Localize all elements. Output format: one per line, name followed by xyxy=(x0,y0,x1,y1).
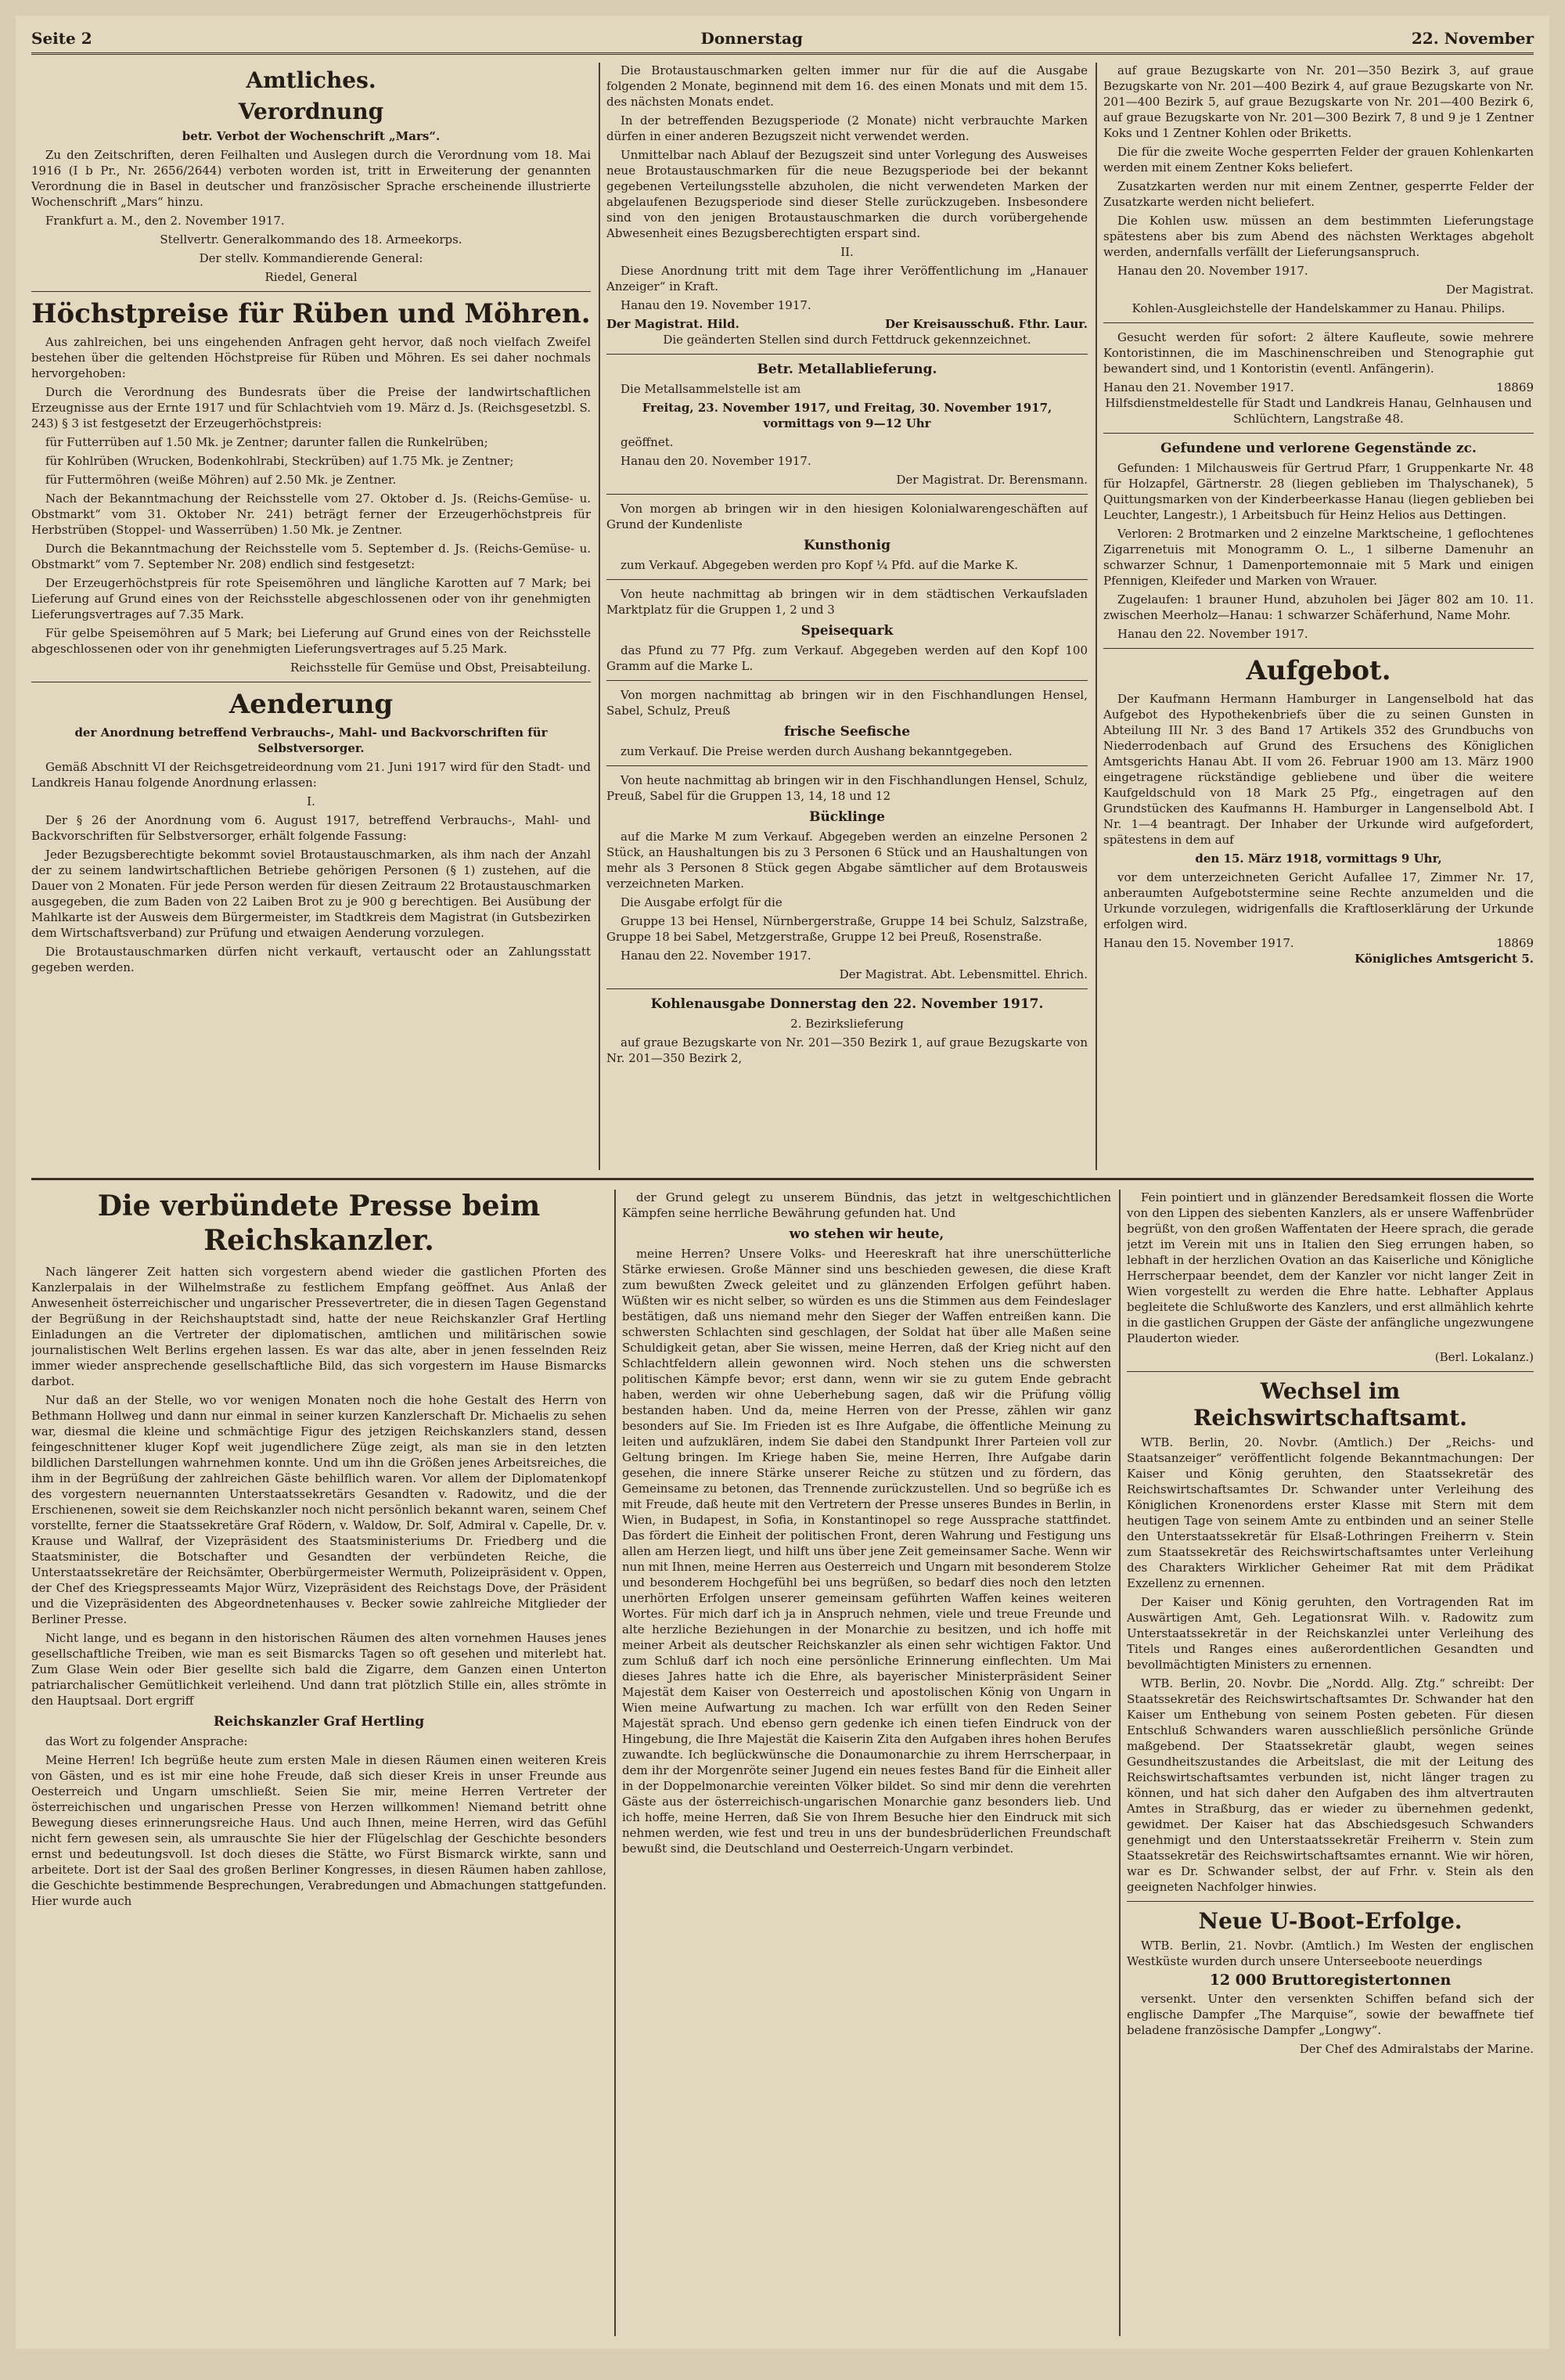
notice-text: zum Verkauf. Die Preise werden durch Aushang bekanntgegeben. xyxy=(621,744,1013,758)
speisequark-heading: Speisequark xyxy=(800,623,894,639)
notice-text: Die Ausgabe erfolgt für die xyxy=(621,895,782,909)
separator xyxy=(1103,648,1534,649)
metall-text: Die Metallsammelstelle ist am xyxy=(621,382,801,396)
upper-column-3 xyxy=(1103,63,1534,1166)
aenderung-text: Jeder Bezugsberechtigte bekommt soviel Brotaustauschmarken, als ihm nach der Anzahl der zu seinem landwirtschaftlichen Betriebe gehörigen Personen (§ 1) zustehen, auf die Dauer von 2 Monaten. Für jede Person werden für diesen Zeitraum 22 Brotaustauschmarken ausgegeben, die zum Baden von 22 Laiben Brot zu je 900 g berechtigen. Bei Ausübung der Mahlkarte ist der Ausweis dem Bürgermeister, im Stadtkreis dem Magistrat (in Gutsbezirken dem Wirtschaftsverband) zur Prüfung und etwaigen Aenderung vorzulegen. xyxy=(31,848,591,940)
separator xyxy=(606,680,1088,681)
buecklinge-heading: Bücklinge xyxy=(809,809,885,825)
signatures xyxy=(606,316,1088,332)
article-paragraph: Der Kaiser und König geruhten, den Vortragenden Rat im Auswärtigen Amt, Geh. Legationsrat Wilh. v. Radowitz zum Unterstaatssekretär in der Reichskanzlei unter Verleihung des Titels und Ranges eines außerordentlichen Gesandten und bevollmächtigten Ministers zu ernennen. xyxy=(1127,1595,1534,1672)
hoechstpreise-text: Nach der Bekanntmachung der Reichsstelle vom 27. Oktober d. Js. (Reichs-Gemüse- u. Obstmarkt“ vom 31. Oktober Nr. 241) beträgt ferner der Erzeugerhöchstpreis für Herbstrüben (Stoppel- und Wasserrüben) 1.50 Mk. je Zentner. xyxy=(31,491,591,537)
metall-date: Hanau den 20. November 1917. xyxy=(621,454,811,468)
lower-column-1 xyxy=(31,1186,606,2336)
kohlen-subtitle: 2. Bezirkslieferung xyxy=(790,1017,904,1031)
article-subheading: wo stehen wir heute, xyxy=(789,1226,944,1242)
uboot-title: Neue U-Boot-Erfolge. xyxy=(1198,1908,1462,1934)
lower-column-3 xyxy=(1127,1190,1534,2336)
separator xyxy=(606,765,1088,766)
separator xyxy=(606,988,1088,989)
aufgebot-title: Aufgebot. xyxy=(1246,655,1391,686)
lower-column-2 xyxy=(622,1190,1111,2336)
section-divider xyxy=(31,1178,1534,1180)
aufgebot-date: Hanau den 15. November 1917. xyxy=(1103,936,1294,950)
brotmarken-text: Diese Anordnung tritt mit dem Tage ihrer Veröffentlichung im „Hanauer Anzeiger“ in Kraft. xyxy=(606,264,1088,293)
notice-text: zum Verkauf. Abgegeben werden pro Kopf ¼ Pfd. auf die Marke K. xyxy=(621,558,1018,572)
kohlen-sign: Der Magistrat. xyxy=(1445,283,1534,297)
aenderung-text: Gemäß Abschnitt VI der Reichsgetreideordnung vom 21. Juni 1917 wird für den Stadt- und Landkreis Hanau folgende Anordnung erlassen: xyxy=(31,760,591,790)
verordnung-sign: Der stellv. Kommandierende General: xyxy=(199,251,423,265)
article-paragraph: meine Herren? Unsere Volks- und Heereskraft hat ihre unerschütterliche Stärke erwiesen. Große Männer sind uns beschieden gewesen, die diese Kraft zum bewußten Zweck geleitet und zu glänzenden Erfolgen geführt haben. Wüßten wir es nicht selber, so würden es uns die Stimmen aus dem Feindeslager bestätigen, daß uns niemand mehr den Sieger der Waffen entreißen kann. Die schwersten Schlachten sind geschlagen, der Soldat hat über alle Maßen seine Schuldigkeit getan, aber Sie wissen, meine Herren, daß der Krieg nicht auf den Schlachtfeldern allein gewonnen wird. Noch stehen uns die schwersten politischen Kämpfe bevor; erst dann, wenn wir sie zu gutem Ende gebracht haben, werden wir ohne Ueberhebung sagen, daß wir die Prüfung völlig bestanden haben. Und da, meine Herren von der Presse, zählen wir ganz besonders auf Sie. Im Frieden ist es Ihre Aufgabe, die öffentliche Meinung zu leiten und aufzuklären, indem Sie dabei den Standpunkt Ihrer Parteien voll zur Geltung bringen. Im Kriege haben Sie, meine Herren, Ihre Aufgabe darin gesehen, die innere Stärke unserer Reiche zu stützen und zu fördern, das Gemeinsame zu betonen, das Trennende zurückzustellen. Und so begrüße ich es mit Freude, daß heute mit den Vertretern der Presse unseres Bundes in Berlin, in Wien, in Budapest, in Sofia, in Konstantinopel so rege Aussprache stattfindet. Das fördert die Einheit der politischen Front, deren Wahrung und Festigung uns allen am Herzen liegt, und hilft uns über jene Zeit gemeinsamer Sache. Wenn wir nun mit Ihnen, meine Herren aus Oesterreich und Ungarn mit besonderem Stolze und besonderem Hochgefühl bei uns begrüßen, so bedarf dies noch den letzten unerhörten Erfolgen unserer gemeinsam geführten Waffen keines weiteren Wortes. Für mich darf ich ja in Anspruch nehmen, viele und treue Freunde und alte herzliche Beziehungen in der Monarchie zu besitzen, und ich hoffe mit meiner Arbeit als deutscher Reichskanzler als einen sehr wichtigen Faktor. Und zum Schluß darf ich noch eine persönliche Erinnerung einflechten. Um Mai dieses Jahres hatte ich die Ehre, als bayerischer Ministerpräsident Seiner Majestät dem Kaiser von Oesterreich und apostolischen König von Ungarn in Wien meine Aufwartung zu machen. Ich war erfüllt von den Reden Seiner Majestät sprach. Und ebenso gern gedenke ich einen tiefen Eindruck von der Hingebung, die Ihre Majestät die Kaiserin Zita den Aufgaben ihres hohen Berufes zuwandte. Ich beglückwünsche die Donaumonarchie zu ihrem Herrscherpaar, in dem ihr der Morgenröte seiner Jugend ein neues festes Band für die Einheit aller in der Doppelmonarchie vereinten Völker bildet. So sind mir denn die verehrten Gäste aus der österreichisch-ungarischen Monarchie ganz besonders lieb. Und ich hoffe, meine Herren, daß Sie von Ihrem Besuche hier den Eindruck mit sich nehmen werden, wie fest und treu in uns der bundesbrüderlichen Freundschaft bewußt sind, die Deutschland und Oesterreich-Ungarn verbindet. xyxy=(622,1247,1111,1856)
separator xyxy=(1103,322,1534,323)
article-paragraph: Nach längerer Zeit hatten sich vorgestern abend wieder die gastlichen Pforten des Kanzlerpalais in der Wilhelmstraße zu festlichem Empfang geöffnet. Aus Anlaß der Anwesenheit österreichischer und ungarischer Pressevertreter, die in diesen Tagen Gegenstand der Begrüßung in der Reichshauptstadt sind, hatte der neue Reichskanzler Graf Hertling Einladungen an die Vertreter der diplomatischen, amtlichen und militärischen sowie journalistischen Welt Berlins ergehen lassen. Es war das alte, aber in jenen fesselnden Reiz immer wieder ansprechende gesellschaftliche Bild, das sich vorgestern im Hause Bismarcks darbot. xyxy=(31,1265,606,1388)
aufgebot-text: vor dem unterzeichneten Gericht Aufallee 17, Zimmer Nr. 17, anberaumten Aufgebotstermine seine Rechte anzumelden und die Urkunde vorzulegen, widrigenfalls die Kraftloserklärung der Urkunde erfolgen wird. xyxy=(1103,870,1534,931)
signature-left: Der Magistrat. Hild. xyxy=(606,317,739,331)
page-header xyxy=(31,16,1534,55)
upper-column-1 xyxy=(31,63,591,1166)
verordnung-body: Zu den Zeitschriften, deren Feilhalten und Auslegen durch die Verordnung vom 18. Mai 1916 (I b Pr., Nr. 2656/2644) verboten worden ist, tritt in Erweiterung der genannten Verordnung die in Basel in deutscher und französischer Sprache erscheinende illustrierte Wochenschrift „Mars“ hinzu. xyxy=(31,148,591,209)
brotmarken-text: In der betreffenden Bezugsperiode (2 Monate) nicht verbrauchte Marken dürfen in einer anderen Bezugszeit nicht verwendet werden. xyxy=(606,113,1088,143)
fund-text: Gefunden: 1 Milchausweis für Gertrud Pfarr, 1 Gruppenkarte Nr. 48 für Holzapfel, Gärtnerstr. 28 (liegen geblieben im Thalyschanek), 5 Quittungsmarken von der Kinderbeerkasse Hanau (liegen geblieben bei Leuchter, Langestr.), 1 Arbeitsbuch für Heinz Helios aus Dettingen. xyxy=(1103,461,1534,522)
kohlen-text: Die für die zweite Woche gesperrten Felder der grauen Kohlenkarten werden mit einem Zentner Koks beliefert. xyxy=(1103,145,1534,175)
separator xyxy=(606,579,1088,580)
article-paragraph: der Grund gelegt zu unserem Bündnis, das jetzt in weltgeschichtlichen Kämpfen seine herrliche Bewährung gefunden hat. Und xyxy=(622,1190,1111,1220)
kohlen-sign: Kohlen-Ausgleichstelle der Handelskammer zu Hanau. Philips. xyxy=(1131,301,1506,315)
hoechstpreise-title: Höchstpreise für Rüben und Möhren. xyxy=(31,298,591,329)
separator xyxy=(1127,1901,1534,1902)
notice-text: Von morgen nachmittag ab bringen wir in den Fischhandlungen Hensel, Sabel, Schulz, Preuß xyxy=(606,688,1088,718)
column-rule xyxy=(599,63,600,1170)
aenderung-section-number: I. xyxy=(307,794,315,808)
bold-note: Die geänderten Stellen sind durch Fettdruck gekennzeichnet. xyxy=(663,333,1031,347)
aenderung-subtitle: der Anordnung betreffend Verbrauchs-, Mahl- und Backvorschriften für Selbstversorger. xyxy=(74,726,548,755)
fund-text: Verloren: 2 Brotmarken und 2 einzelne Marktscheine, 1 geflochtenes Zigarrenetuis mit Monogramm O. L., 1 silberne Damenuhr an schwarzer Schnur, 1 Damenportemonnaie mit 5 Mark und einigen Pfennigen, Kleifeder und Marken von Wrauer. xyxy=(1103,527,1534,588)
kohlen-title: Kohlenausgabe Donnerstag den 22. November 1917. xyxy=(650,996,1044,1012)
verordnung-place: Frankfurt a. M., den 2. November 1917. xyxy=(45,214,285,228)
column-rule xyxy=(614,1190,616,2336)
signature-right: Der Kreisausschuß. Fthr. Laur. xyxy=(885,317,1088,331)
metall-title: Betr. Metallablieferung. xyxy=(757,362,937,377)
verordnung-subtitle: betr. Verbot der Wochenschrift „Mars“. xyxy=(182,129,441,143)
fund-date: Hanau den 22. November 1917. xyxy=(1117,627,1308,641)
hoechstpreise-sign: Reichsstelle für Gemüse und Obst, Preisabteilung. xyxy=(290,661,591,675)
brotmarken-text: Unmittelbar nach Ablauf der Bezugszeit sind unter Vorlegung des Ausweises neue Brotaustauschmarken für die neue Bezugsperiode bei der bekannt gegebenen Verteilungsstelle abzuholen, die nicht verwendeten Marken der abgelaufenen Bezugsperiode sind dieser Stelle zurückzugeben. Insbesondere sind von den jenigen Brotaustauschmarken die durch vorübergehende Abwesenheit eines Bezugsberechtigten erspart sind. xyxy=(606,148,1088,240)
aufgebot-text: Der Kaufmann Hermann Hamburger in Langenselbold hat das Aufgebot des Hypothekenbriefs über die zu seinen Gunsten in Abteilung III Nr. 3 des Band 17 Artikels 352 des Grundbuchs von Niederrodenbach auf Grund des Ersuchens des Königlichen Amtsgerichts Hanau Abt. II vom 26. Februar 1900 am 13. März 1900 eingetragene rückständige gebliebene und über die weitere Kaufgeldschuld von 18 Mark 25 Pfg., eingetragen auf den Grundstücken des Kaufmanns H. Hamburger in Langenselbold Abt. I Nr. 1—4 beantragt. Der Inhaber der Urkunde wird aufgefordert, spätestens in dem auf xyxy=(1103,692,1534,847)
kohlen-text: Die Kohlen usw. müssen an dem bestimmten Lieferungstage spätestens aber bis zum Abend des nächsten Werktages abgeholt werden, andernfalls verfällt der Lieferungsanspruch. xyxy=(1103,214,1534,259)
metall-dates: Freitag, 23. November 1917, und Freitag, 30. November 1917, vormittags von 9—12 Uhr xyxy=(642,401,1052,430)
weekday: Donnerstag xyxy=(700,29,803,48)
article-paragraph: das Wort zu folgender Ansprache: xyxy=(45,1734,248,1748)
fund-title: Gefundene und verlorene Gegenstände zc. xyxy=(1160,441,1477,456)
hoechstpreise-text: Aus zahlreichen, bei uns eingehenden Anfragen geht hervor, daß noch vielfach Zweifel bestehen über die geltenden Höchstpreise für Rüben und Möhren. Es sei daher nochmals hervorgehoben: xyxy=(31,335,591,380)
column-rule xyxy=(1096,63,1097,1170)
column-rule xyxy=(1119,1190,1121,2336)
issue-date: 22. November xyxy=(1411,29,1534,48)
hoechstpreise-text: Der Erzeugerhöchstpreis für rote Speisemöhren und längliche Karotten auf 7 Mark; bei Lieferung auf Grund eines von der Reichsstelle abgeschlossenen oder von ihr genehmigten Lieferungsvertrages auf 7.35 Mark. xyxy=(31,576,591,621)
section-number: II. xyxy=(840,245,854,259)
aenderung-text: Die Brotaustauschmarken dürfen nicht verkauft, vertauscht oder an Zahlungsstatt gegeben werden. xyxy=(31,945,591,974)
kohlen-text: Zusatzkarten werden nur mit einem Zentner, gesperrte Felder der Zusatzkarte werden nicht beliefert. xyxy=(1103,179,1534,209)
notice-text: auf die Marke M zum Verkauf. Abgegeben werden an einzelne Personen 2 Stück, an Haushaltungen bis zu 3 Personen 6 Stück und an Haushaltungen von mehr als 3 Personen 8 Stück gegen Abgabe sämtlicher auf dem Brotausweis verzeichneten Marken. xyxy=(606,830,1088,891)
article-paragraph: Fein pointiert und in glänzender Beredsamkeit flossen die Worte von den Lippen des siebenten Kanzlers, als er unsere Waffenbrüder begrüßt, von den großen Waffentaten der Heere sprach, die gerade jetzt im Verein mit uns in Italien den Sieg errungen haben, so lebhaft in der herzlichen Ovation an das Kaiserliche und Königliche Herrscherpaar beendet, dem der Kanzler vor nicht langer Zeit in Wien vorgestellt zu werden die Ehre hatte. Lebhafter Applaus begleitete die Schlußworte des Kanzlers, und erst allmählich kehrte in die gastlichen Gruppen der Gäste der anfängliche ungezwungene Plauderton wieder. xyxy=(1127,1190,1534,1345)
notice-text: Von morgen ab bringen wir in den hiesigen Kolonialwarengeschäften auf Grund der Kundenliste xyxy=(606,502,1088,531)
presse-title: Die verbündete Presse beim Reichskanzler. xyxy=(97,1190,541,1257)
verordnung-sign: Riedel, General xyxy=(264,270,358,284)
ausgabe-date: Hanau den 22. November 1917. xyxy=(621,949,811,963)
verordnung-sign: Stellvertr. Generalkommando des 18. Armeekorps. xyxy=(160,232,462,247)
separator xyxy=(1103,433,1534,434)
kohlen-text: auf graue Bezugskarte von Nr. 201—350 Bezirk 3, auf graue Bezugskarte von Nr. 201—400 Bezirk 4, auf graue Bezugskarte von Nr. 201—400 Bezirk 5, auf graue Bezugskarte von Nr. 201—400 Bezirk 6, auf graue Bezugskarte von Nr. 201—300 Bezirk 7, 8 und 9 je 1 Zentner Koks und 1 Zentner Kohlen oder Briketts. xyxy=(1103,63,1534,140)
hoechstpreise-text: Durch die Verordnung des Bundesrats über die Preise der landwirtschaftlichen Erzeugnisse aus der Ernte 1917 und für Schlachtvieh vom 19. März d. Js. (Reichsgesetzbl. S. 243) § 3 ist festgesetzt der Erzeugerhöchstpreis: xyxy=(31,385,591,430)
hoechstpreise-text: für Futterrüben auf 1.50 Mk. je Zentner; darunter fallen die Runkelrüben; xyxy=(45,435,488,449)
metall-text: geöffnet. xyxy=(621,435,674,449)
gesucht-sign: Hilfsdienstmeldestelle für Stadt und Landkreis Hanau, Gelnhausen und Schlüchtern, Langstraße 48. xyxy=(1105,396,1532,426)
gesucht-date-row xyxy=(1103,380,1534,395)
brotmarken-date: Hanau den 19. November 1917. xyxy=(621,298,811,312)
aufgebot-sign: Königliches Amtsgericht 5. xyxy=(1355,952,1534,966)
article-paragraph: WTB. Berlin, 20. Novbr. (Amtlich.) Der „Reichs- und Staatsanzeiger“ veröffentlicht folgende Bekanntmachungen: Der Kaiser und König geruhten, den Staatssekretär des Reichswirtschaftsamtes Dr. Schwander unter Verleihung des Königlichen Kronenordens erster Klasse mit Stern mit dem heutigen Tage von seinem Amte zu entbinden und an seiner Stelle den Unterstaatssekretär für Elsaß-Lothringen Freiherrn v. Stein zum Staatssekretär des Reichswirtschaftsamtes unter Verleihung des Charakters Wirklicher Geheimer Rat mit dem Prädikat Exzellenz zu ernennen. xyxy=(1127,1435,1534,1590)
kohlen-text: auf graue Bezugskarte von Nr. 201—350 Bezirk 1, auf graue Bezugskarte von Nr. 201—350 Bezirk 2, xyxy=(606,1035,1088,1065)
gesucht-number: 18869 xyxy=(1496,380,1534,394)
hoechstpreise-text: Für gelbe Speisemöhren auf 5 Mark; bei Lieferung auf Grund eines von der Reichsstelle abgeschlossenen oder von ihr genehmigten Lieferungsvertrages auf 5.25 Mark. xyxy=(31,626,591,656)
separator xyxy=(1127,1371,1534,1372)
uboot-sign: Der Chef des Admiralstabs der Marine. xyxy=(1299,2042,1534,2056)
gruppen-list: Gruppe 13 bei Hensel, Nürnbergerstraße, Gruppe 14 bei Schulz, Salzstraße, Gruppe 18 bei Sabel, Metzgerstraße, Gruppe 12 bei Preuß, Rosenstraße. xyxy=(606,914,1088,944)
notice-text: Von heute nachmittag ab bringen wir in den Fischhandlungen Hensel, Schulz, Preuß, Sabel für die Gruppen 13, 14, 18 und 12 xyxy=(606,773,1088,803)
separator xyxy=(606,354,1088,355)
notice-text: Von heute nachmittag ab bringen wir in dem städtischen Verkaufsladen Marktplatz für die Gruppen 1, 2 und 3 xyxy=(606,587,1088,617)
article-paragraph: Nur daß an der Stelle, wo vor wenigen Monaten noch die hohe Gestalt des Herrn von Bethmann Hollweg und dann nur einmal in seiner kurzen Kanzlerschaft Dr. Michaelis zu sehen war, diesmal die kleine und schmächtige Figur des jetzigen Reichskanzlers stand, dessen feingeschnittener kluger Kopf weit jugendlichere Züge zeigt, als man sie in den letzten bildlichen Darstellungen wahrnehmen konnte. Und um ihn die Größen jenes Arbeitsreiches, die ihm in der Begrüßung der zahlreichen Gäste behilflich waren. Vor allem der Diplomatenkopf des vorgestern neuernannten Unterstaatssekretärs Gesandten v. Radowitz, und die der Erschienenen, soweit sie dem Reichskanzler noch nicht persönlich bekannt waren, seinem Chef vorstellte, ferner die Staatssekretäre Graf Rödern, v. Waldow, Dr. Solf, Admiral v. Capelle, Dr. v. Krause und Wallraf, der Vizepräsident des Staatsministeriums Dr. Friedberg und die Staatsminister, die Botschafter und Gesandten der verbündeten Reiche, die Unterstaatssekretäre der Reichsämter, Oberbürgermeister Wermuth, Polizeipräsident v. Oppen, der Chef des Kriegspresseamts Major Würz, Vizepräsident des Reichstags Dove, der Präsident und die Vizepräsidenten des Abgeordnetenhauses v. Becker sowie zahlreiche Mitglieder der Berliner Presse. xyxy=(31,1393,606,1626)
notice-text: das Pfund zu 77 Pfg. zum Verkauf. Abgegeben werden auf den Kopf 100 Gramm auf die Marke L. xyxy=(606,643,1088,673)
page-number: Seite 2 xyxy=(31,29,92,48)
aufgebot-date-row xyxy=(1103,935,1534,951)
kunsthonig-heading: Kunsthonig xyxy=(804,538,890,553)
gesucht-date: Hanau den 21. November 1917. xyxy=(1103,380,1294,394)
separator xyxy=(606,494,1088,495)
newspaper-page xyxy=(16,16,1549,2349)
amtliches-heading: Amtliches. xyxy=(246,67,376,93)
uboot-tonnage: 12 000 Bruttoregistertonnen xyxy=(1209,1971,1452,1989)
article-paragraph: WTB. Berlin, 20. Novbr. Die „Nordd. Allg. Ztg.“ schreibt: Der Staatssekretär des Reichswirtschaftsamtes Dr. Schwander hat den Kaiser um Enthebung von seinem Posten gebeten. Für diesen Entschluß Schwanders waren ausschließlich persönliche Gründe maßgebend. Der Staatssekretär glaubt, wegen seines Gesundheitszustandes die Arbeitslast, die mit der Leitung des Reichswirtschaftsamtes verbunden ist, nicht länger tragen zu können, und hat sich daher den Aufgaben des ihm altvertrauten Amtes in Straßburg, das er wieder zu übernehmen gedenkt, gewidmet. Der Kaiser hat das Abschiedsgesuch Schwanders genehmigt und den Unterstaatssekretär Freiherrn v. Stein zum Staatssekretär des Reichswirtschaftsamtes ernannt. Wie wir hören, war es Dr. Schwander selbst, der auf Frhr. v. Stein als den geeigneten Nachfolger hinwies. xyxy=(1127,1676,1534,1894)
aenderung-text: Der § 26 der Anordnung vom 6. August 1917, betreffend Verbrauchs-, Mahl- und Backvorschriften für Selbstversorger, erhält folgende Fassung: xyxy=(31,813,591,843)
kohlen-date: Hanau den 20. November 1917. xyxy=(1117,264,1308,278)
article-paragraph: versenkt. Unter den versenkten Schiffen befand sich der englische Dampfer „The Marquise“, sowie der bewaffnete tief beladene französische Dampfer „Longwy“. xyxy=(1127,1992,1534,2037)
wechsel-title: Wechsel im Reichswirtschaftsamt. xyxy=(1193,1378,1467,1431)
brotmarken-text: Die Brotaustauschmarken gelten immer nur für die auf die Ausgabe folgenden 2 Monate, beginnend mit dem 16. des einen Monats und mit dem 15. des nächsten Monats endet. xyxy=(606,63,1088,109)
fund-text: Zugelaufen: 1 brauner Hund, abzuholen bei Jäger 802 am 10. 11. zwischen Meerholz—Hanau: 1 schwarzer Schäferhund, Name Mohr. xyxy=(1103,592,1534,622)
article-paragraph: Meine Herren! Ich begrüße heute zum ersten Male in diesen Räumen einen weiteren Kreis von Gästen, und es ist mir eine hohe Freude, daß sich dieser Kreis in unser Freunde aus Oesterreich und Ungarn umschließt. Seien Sie mir, meine Herren Vertreter der österreichischen und ungarischen Presse von Herzen willkommen! Niemand betritt ohne Bewegung dieses erinnerungsreiche Haus. Und auch Ihnen, meine Herren, wird das Gefühl nicht fern gewesen sein, als umrauschte Sie hier der Flügelschlag der Geschichte besonders ernst und bedeutungsvoll. Ist doch dieses die Stätte, wo Fürst Bismarck wirkte, sann und arbeitete. Dort ist der Saal des großen Berliner Kongresses, in diesen Räumen haben zahllose, die Geschichte bestimmende Besprechungen, Verabredungen und Abmachungen stattgefunden. Hier wurde auch xyxy=(31,1753,606,1908)
aufgebot-number: 18869 xyxy=(1496,936,1534,950)
article-source: (Berl. Lokalanz.) xyxy=(1434,1350,1534,1364)
verordnung-title: Verordnung xyxy=(238,99,384,124)
article-paragraph: Nicht lange, und es begann in den historischen Räumen des alten vornehmen Hauses jenes gesellschaftliche Treiben, wie man es seit Bismarcks Tagen so oft gesehen und miterlebt hat. Zum Glase Wein oder Bier gesellte sich bald die Zigarre, dem Ganzen einen Unterton patriarchalischer Gemütlichkeit verleihend. Und dann trat plötzlich Stille ein, alles strömte in den Hauptsaal. Dort ergriff xyxy=(31,1631,606,1708)
separator xyxy=(31,291,591,292)
aufgebot-date-line: den 15. März 1918, vormittags 9 Uhr, xyxy=(1195,852,1442,866)
hertling-heading: Reichskanzler Graf Hertling xyxy=(213,1714,425,1730)
article-paragraph: WTB. Berlin, 21. Novbr. (Amtlich.) Im Westen der englischen Westküste wurden durch unsere Unterseeboote neuerdings xyxy=(1127,1939,1534,1968)
hoechstpreise-text: für Futtermöhren (weiße Möhren) auf 2.50 Mk. je Zentner. xyxy=(45,473,397,487)
hoechstpreise-text: Durch die Bekanntmachung der Reichsstelle vom 5. September d. Js. (Reichs-Gemüse- u. Obstmarkt“ vom 7. September Nr. 208) endlich sind festgesetzt: xyxy=(31,542,591,571)
seefische-heading: frische Seefische xyxy=(783,724,911,740)
metall-sign: Der Magistrat. Dr. Berensmann. xyxy=(896,473,1088,487)
aenderung-title: Aenderung xyxy=(228,689,394,720)
upper-column-2 xyxy=(606,63,1088,1166)
ausgabe-sign: Der Magistrat. Abt. Lebensmittel. Ehrich. xyxy=(839,967,1088,981)
hoechstpreise-text: für Kohlrüben (Wrucken, Bodenkohlrabi, Steckrüben) auf 1.75 Mk. je Zentner; xyxy=(45,454,514,468)
gesucht-text: Gesucht werden für sofort: 2 ältere Kaufleute, sowie mehrere Kontoristinnen, die im Maschinenschreiben und Stenographie gut bewandert sind, und 1 Kontoristin (eventl. Anfängerin). xyxy=(1103,330,1534,376)
